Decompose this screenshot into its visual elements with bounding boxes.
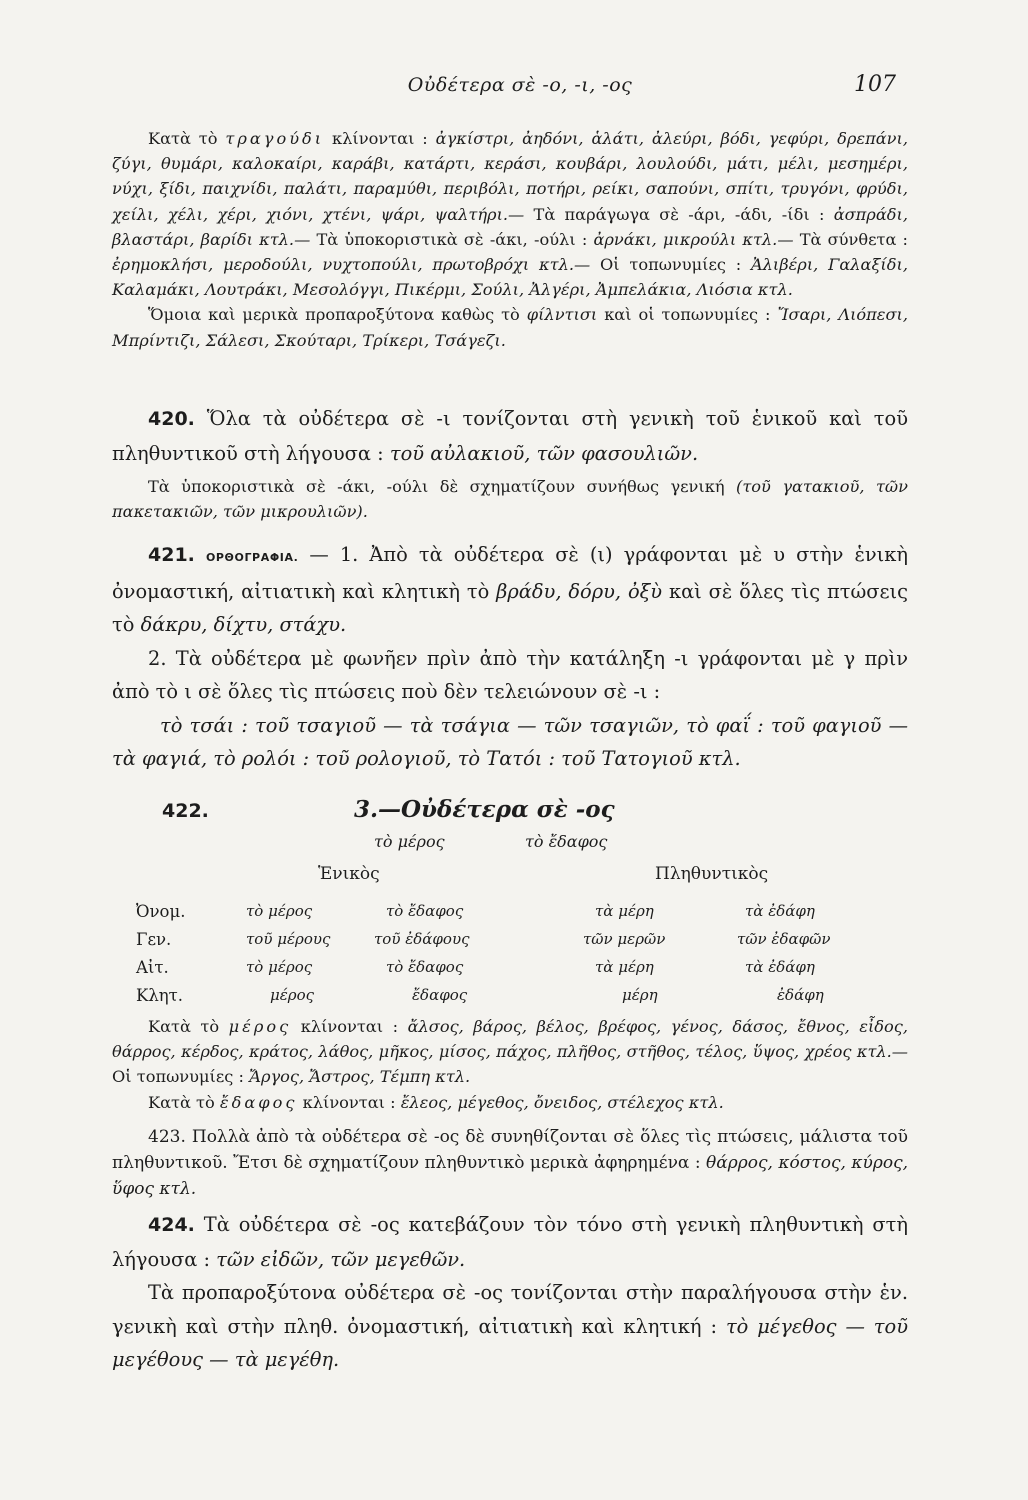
section-number: 423.: [148, 1127, 186, 1147]
group-plural: Πληθυντικὸς: [655, 864, 769, 884]
running-header: Οὐδέτερα σὲ -ο, -ι, -ος: [407, 74, 633, 96]
section-heading: 3.—Οὐδέτερα σὲ -ος: [354, 796, 615, 823]
group-singular: Ἑνικὸς: [318, 864, 380, 884]
section-420-note: Τὰ ὑποκοριστικὰ σὲ -άκι, -ούλι δὲ σχηματίζουν συνήθως γενική (τοῦ γατακιοῦ, τῶν πακετακιῶν, τῶν μικρουλιῶν).: [112, 477, 908, 522]
section-number: 424.: [148, 1214, 195, 1236]
book-page: Οὐδέτερα σὲ -ο, -ι, -ος 107 Κατὰ τὸ τραγούδι κλίνονται : ἀγκίστρι, ἀηδόνι, ἁλάτι, ἀλεύρι, βόδι, γεφύρι, δρεπάνι, ζύγι, θυμάρι, καλοκαίρι, καράβι, κατάρτι, κεράσι, κουβάρι, λουλούδι, μάτι, μέλι, μεσημέρι, νύχι, ξίδι, παιχνίδι, παλάτι, παραμύθι, περιβόλι, ποτήρι, ρείκι, σαπούνι, σπίτι, τρυγόνι, φρύδι, χείλι, χέλι, χέρι, χιόνι, χτένι, ψάρι, ψαλτήρι.— Τὰ παράγωγα σὲ -άρι, -άδι, -ίδι : ἀσπράδι, βλαστάρι, βαρίδι κτλ.— Τὰ ὑποκοριστικὰ σὲ -άκι, -ούλι : ἀρνάκι, μικρούλι κτλ.— Τὰ σύνθετα : ἐρημοκλήσι, μεροδούλι, νυχτοπούλι, πρωτοβρόχι κτλ.— Οἱ τοπωνυμίες : Ἀλιβέρι, Γαλαξίδι, Καλαμάκι, Λουτράκι, Μεσολόγγι, Πικέρμι, Σούλι, Ἀλγέρι, Ἀμπελάκια, Λιόσια κτλ. Ὅμοια καὶ μερικὰ προπαροξύτονα καθὼς τὸ φίλντισι καὶ οἱ τοπωνυμίες : Ἴσαρι, Λιόπεσι, Μπρίντιζι, Σάλεσι, Σκούταρι, Τρίκερι, Τσάγεζι. 420. Ὅλα τὰ οὐδέτερα σὲ -ι τονίζονται στὴ γενικὴ τοῦ ἑνικοῦ καὶ τοῦ πληθυντικοῦ στὴ λήγουσα : τοῦ αὐλακιοῦ, τῶν φασουλιῶν. Τὰ ὑποκοριστικὰ σὲ -άκι, -ούλι δὲ σχηματίζουν συνήθως γενική (τοῦ γατακιοῦ, τῶν πακετακιῶν, τῶν μικρουλιῶν). 421. ΟΡΘΟΓΡΑΦΙΑ. — 1. Ἀπὸ τὰ οὐδέτερα σὲ (ι) γράφονται μὲ υ στὴν ἑνικὴ ὀνομαστική, αἰτιατικὴ καὶ κλητικὴ τὸ βράδυ, δόρυ, ὀξὺ καὶ σὲ ὅλες τὶς πτώσεις τὸ δάκρυ, δίχτυ, στάχυ. 2. Τὰ οὐδέτερα μὲ φωνῆεν πρὶν ἀπὸ τὴν κατάληξη -ι γράφονται μὲ γ πρὶν ἀπὸ τὸ ι σὲ ὅλες τὶς πτώσεις ποὺ δὲν τελειώνουν σὲ -ι : τὸ τσάι : τοῦ τσαγιοῦ — τὰ τσάγια — τῶν τσαγιῶν, τὸ φαΐ : τοῦ φαγιοῦ — τὰ φαγιά, τὸ ρολόι : τοῦ ρολογιοῦ, τὸ Τατόι : τοῦ Τατογιοῦ κτλ. 422. 3.—Οὐδέτερα σὲ -ος τὸ μέρος τὸ ἔδαφος Ἑνικὸς Πληθυντικὸς Ὀνομ. τὸ μέρος τὸ ἔδαφος τὰ μέρη τὰ ἐδάφη Γεν. τοῦ μέρους τοῦ ἐδάφους τῶν μερῶν τῶν ἐδαφῶν Αἰτ. τὸ μέρος τὸ ἔδαφος τὰ μέρη τὰ ἐδάφη Κλητ. μέρος ἔδαφος μέρη ἐδάφη Κατὰ τὸ μέρος κλίνονται : ἄλσος, βάρος, βέλος, βρέφος, γένος, δάσος, ἔθνος, εἶδος, θάρρος, κέρδος, κράτος, λάθος, μῆκος, μίσος, πάχος, πλῆθος, στῆθος, τέλος, ὕψος, χρέος κτλ.— Οἱ τοπωνυμίες : Ἄργος, Ἄστρος, Τέμπη κτλ. Κατὰ τὸ ἔδαφος κλίνονται : ἔλεος, μέγεθος, ὄνειδος, στέλεχος κτλ. 423. Πολλὰ ἀπὸ τὰ οὐδέτερα σὲ -ος δὲ συνηθίζονται σὲ ὅλες τὶς πτώσεις, μάλιστα τοῦ πληθυντικοῦ. Ἔτσι δὲ σχηματίζουν πληθυντικὸ μερικὰ ἀφηρημένα : θάρρος, κόστος, κύρος, ὕφος κτλ. 424. Τὰ οὐδέτερα σὲ -ος κατεβάζουν τὸν τόνο στὴ γενικὴ πληθυντικὴ στὴ λήγουσα : τῶν εἰδῶν, τῶν μεγεθῶν. Τὰ προπαροξύτονα οὐδέτερα σὲ -ος τονίζονται στὴν παραλήγουσα στὴν ἑν. γενικὴ καὶ στὴν πληθ. ὀνομαστική, αἰτιατικὴ καὶ κλητική : τὸ μέγεθος — τοῦ μεγέθους — τὰ μεγέθη.: [0, 0, 1028, 1500]
paragraph-declension-meros: Κατὰ τὸ μέρος κλίνονται : ἄλσος, βάρος, βέλος, βρέφος, γένος, δάσος, ἔθνος, εἶδος, θάρρος, κέρδος, κράτος, λάθος, μῆκος, μίσος, πάχος, πλῆθος, στῆθος, τέλος, ὕψος, χρέος κτλ.— Οἱ τοπωνυμίες : Ἄργος, Ἄστρος, Τέμπη κτλ. Κατὰ τὸ ἔδαφος κλίνονται : ἔλεος, μέγεθος, ὄνειδος, στέλεχος κτλ.: [112, 1017, 909, 1112]
model-word-edafos: τὸ ἔδαφος: [525, 832, 608, 851]
section-number: 420.: [148, 408, 195, 430]
section-423: 423. Πολλὰ ἀπὸ τὰ οὐδέτερα σὲ -ος δὲ συνηθίζονται σὲ ὅλες τὶς πτώσεις, μάλιστα τοῦ πληθυντικοῦ. Ἔτσι δὲ σχηματίζουν πληθυντικὸ μερικὰ ἀφηρημένα : θάρρος, κόστος, κύρος, ὕφος κτλ.: [112, 1127, 908, 1199]
section-421: 421. ΟΡΘΟΓΡΑΦΙΑ. — 1. Ἀπὸ τὰ οὐδέτερα σὲ (ι) γράφονται μὲ υ στὴν ἑνικὴ ὀνομαστική, αἰτιατικὴ καὶ κλητικὴ τὸ βράδυ, δόρυ, ὀξὺ καὶ σὲ ὅλες τὶς πτώσεις τὸ δάκρυ, δίχτυ, στάχυ. 2. Τὰ οὐδέτερα μὲ φωνῆεν πρὶν ἀπὸ τὴν κατάληξη -ι γράφονται μὲ γ πρὶν ἀπὸ τὸ ι σὲ ὅλες τὶς πτώσεις ποὺ δὲν τελειώνουν σὲ -ι : τὸ τσάι : τοῦ τσαγιοῦ — τὰ τσάγια — τῶν τσαγιῶν, τὸ φαΐ : τοῦ φαγιοῦ — τὰ φαγιά, τὸ ρολόι : τοῦ ρολογιοῦ, τὸ Τατόι : τοῦ Τατογιοῦ κτλ.: [112, 543, 909, 770]
section-420: 420. Ὅλα τὰ οὐδέτερα σὲ -ι τονίζονται στὴ γενικὴ τοῦ ἑνικοῦ καὶ τοῦ πληθυντικοῦ στὴ λήγουσα : τοῦ αὐλακιοῦ, τῶν φασουλιῶν.: [112, 407, 908, 465]
section-number-422: 422.: [162, 800, 209, 822]
orthography-label: ΟΡΘΟΓΡΑΦΙΑ.: [205, 551, 299, 564]
model-word-meros: τὸ μέρος: [374, 832, 445, 851]
word-list: ἀγκίστρι, ἀηδόνι, ἁλάτι, ἀλεύρι, βόδι, γεφύρι, δρεπάνι, ζύγι, θυμάρι, καλοκαίρι, καράβι, κατάρτι, κεράσι, κουβάρι, λουλούδι, μάτι, μέλι, μεσημέρι, νύχι, ξίδι, παιχνίδι, παλάτι, παραμύθι, περιβόλι, ποτήρι, ρείκι, σαπούνι, σπίτι, τρυγόνι, φρύδι, χείλι, χέλι, χέρι, χιόνι, χτένι, ψάρι, ψαλτήρι.—: [112, 129, 908, 224]
model-word: τραγούδι: [225, 129, 325, 148]
section-424: 424. Τὰ οὐδέτερα σὲ -ος κατεβάζουν τὸν τόνο στὴ γενικὴ πληθυντικὴ στὴ λήγουσα : τῶν εἰδῶν, τῶν μεγεθῶν. Τὰ προπαροξύτονα οὐδέτερα σὲ -ος τονίζονται στὴν παραλήγουσα στὴν ἑν. γενικὴ καὶ στὴν πληθ. ὀνομαστική, αἰτιατικὴ καὶ κλητική : τὸ μέγεθος — τοῦ μεγέθους — τὰ μεγέθη.: [112, 1213, 908, 1371]
page-number: 107: [854, 72, 896, 97]
paragraph-declension-tragoudi: Κατὰ τὸ τραγούδι κλίνονται : ἀγκίστρι, ἀηδόνι, ἁλάτι, ἀλεύρι, βόδι, γεφύρι, δρεπάνι, ζύγι, θυμάρι, καλοκαίρι, καράβι, κατάρτι, κεράσι, κουβάρι, λουλούδι, μάτι, μέλι, μεσημέρι, νύχι, ξίδι, παιχνίδι, παλάτι, παραμύθι, περιβόλι, ποτήρι, ρείκι, σαπούνι, σπίτι, τρυγόνι, φρύδι, χείλι, χέλι, χέρι, χιόνι, χτένι, ψάρι, ψαλτήρι.— Τὰ παράγωγα σὲ -άρι, -άδι, -ίδι : ἀσπράδι, βλαστάρι, βαρίδι κτλ.— Τὰ ὑποκοριστικὰ σὲ -άκι, -ούλι : ἀρνάκι, μικρούλι κτλ.— Τὰ σύνθετα : ἐρημοκλήσι, μεροδούλι, νυχτοπούλι, πρωτοβρόχι κτλ.— Οἱ τοπωνυμίες : Ἀλιβέρι, Γαλαξίδι, Καλαμάκι, Λουτράκι, Μεσολόγγι, Πικέρμι, Σούλι, Ἀλγέρι, Ἀμπελάκια, Λιόσια κτλ. Ὅμοια καὶ μερικὰ προπαροξύτονα καθὼς τὸ φίλντισι καὶ οἱ τοπωνυμίες : Ἴσαρι, Λιόπεσι, Μπρίντιζι, Σάλεσι, Σκούταρι, Τρίκερι, Τσάγεζι.: [112, 129, 909, 350]
examples-line: τὸ τσάι : τοῦ τσαγιοῦ — τὰ τσάγια — τῶν τσαγιῶν, τὸ φαΐ : τοῦ φαγιοῦ — τὰ φαγιά, τὸ ρολόι : τοῦ ρολογιοῦ, τὸ Τατόι : τοῦ Τατογιοῦ κτλ.: [112, 713, 908, 770]
section-number: 421.: [148, 544, 195, 566]
